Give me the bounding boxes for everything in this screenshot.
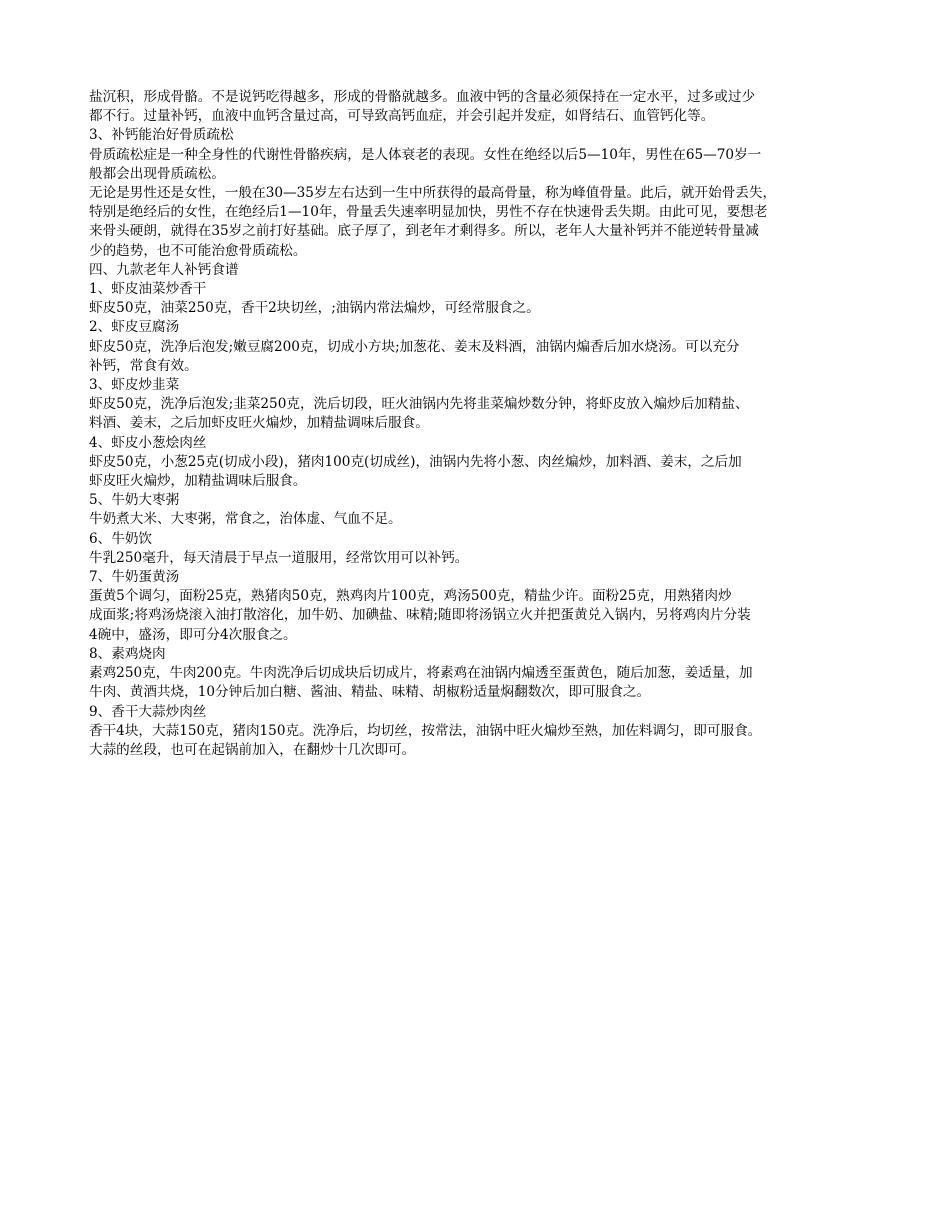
text-line: 成面浆;将鸡汤烧滚入油打散溶化，加牛奶、加碘盐、味精;随即将汤锅立火并把蛋黄兑入锅内，另将鸡肉片分装 — [89, 607, 751, 624]
paragraph — [89, 299, 867, 318]
paragraph — [89, 491, 867, 510]
paragraph — [89, 338, 867, 376]
text-line: 少的趋势，也不可能治愈骨质疏松。 — [89, 242, 307, 259]
text-line: 蛋黄5个调匀，面粉25克，熟猪肉50克，熟鸡肉片100克，鸡汤500克，精盐少许。面粉25克，用熟猪肉炒 — [89, 588, 732, 605]
text-line: 般都会出现骨质疏松。 — [89, 165, 225, 182]
paragraph — [89, 318, 867, 337]
text-line: 都不行。过量补钙，血液中血钙含量过高，可导致高钙血症，并会引起并发症，如肾结石、血管钙化等。 — [89, 108, 715, 125]
paragraph — [89, 703, 867, 722]
paragraph — [89, 453, 867, 491]
text-line: 香干4块，大蒜150克，猪肉150克。洗净后，均切丝，按常法，油锅中旺火煸炒至熟，加佐料调匀，即可服食。 — [89, 722, 762, 739]
paragraph — [89, 146, 867, 184]
paragraph — [89, 587, 867, 645]
text-line: 4碗中，盛汤，即可分4次服食之。 — [89, 626, 297, 643]
paragraph — [89, 376, 867, 395]
text-line: 大蒜的丝段，也可在起锅前加入，在翻炒十几次即可。 — [89, 741, 416, 758]
text-line: 来骨头硬朗，就得在35岁之前打好基础。底子厚了，到老年才剩得多。所以，老年人大量补钙并不能逆转骨量减 — [89, 223, 759, 240]
text-line: 2、虾皮豆腐汤 — [89, 319, 180, 336]
paragraph — [89, 510, 867, 529]
text-line: 补钙，常食有效。 — [89, 357, 198, 374]
text-line: 素鸡250克，牛肉200克。牛肉洗净后切成块后切成片，将素鸡在油锅内煸透至蛋黄色，随后加葱，姜适量，加 — [89, 665, 753, 682]
document-body — [89, 88, 867, 760]
paragraph — [89, 645, 867, 664]
paragraph — [89, 549, 867, 568]
paragraph — [89, 184, 867, 261]
text-line: 6、牛奶饮 — [89, 530, 153, 547]
text-line: 1、虾皮油菜炒香干 — [89, 281, 207, 298]
paragraph — [89, 126, 867, 145]
paragraph — [89, 395, 867, 433]
text-line: 虾皮50克，洗净后泡发;嫩豆腐200克，切成小方块;加葱花、姜末及料酒，油锅内煸香后加水烧汤。可以充分 — [89, 338, 740, 355]
text-line: 8、素鸡烧肉 — [89, 645, 166, 662]
text-line: 3、虾皮炒韭菜 — [89, 377, 180, 394]
text-line: 4、虾皮小葱烩肉丝 — [89, 434, 207, 451]
paragraph — [89, 568, 867, 587]
paragraph — [89, 88, 867, 126]
text-line: 料酒、姜末，之后加虾皮旺火煸炒，加精盐调味后服食。 — [89, 415, 429, 432]
text-line: 9、香干大蒜炒肉丝 — [89, 703, 207, 720]
paragraph — [89, 280, 867, 299]
text-line: 盐沉积，形成骨骼。不是说钙吃得越多，形成的骨骼就越多。血液中钙的含量必须保持在一定水平，过多或过少 — [89, 89, 756, 105]
text-line: 虾皮50克，油菜250克，香干2块切丝，;油锅内常法煸炒，可经常服食之。 — [89, 300, 540, 317]
text-line: 牛奶煮大米、大枣粥，常食之，治体虚、气血不足。 — [89, 511, 402, 528]
paragraph — [89, 434, 867, 453]
text-line: 虾皮50克，洗净后泡发;韭菜250克，洗后切段，旺火油锅内先将韭菜煸炒数分钟，将虾皮放入煸炒后加精盐、 — [89, 396, 749, 413]
text-line: 5、牛奶大枣粥 — [89, 492, 180, 509]
text-line: 虾皮50克，小葱25克(切成小段)，猪肉100克(切成丝)，油锅内先将小葱、肉丝煸炒，加料酒、姜末，之后加 — [89, 453, 742, 470]
text-line: 骨质疏松症是一种全身性的代谢性骨骼疾病，是人体衰老的表现。女性在绝经以后5—10年，男性在65—70岁一 — [89, 146, 762, 163]
text-line: 3、补钙能治好骨质疏松 — [89, 127, 234, 144]
text-line: 特别是绝经后的女性，在绝经后1—10年，骨量丢失速率明显加快，男性不存在快速骨丢失期。由此可见，要想老 — [89, 204, 768, 221]
text-line: 牛肉、黄酒共烧，10分钟后加白糖、酱油、精盐、味精、胡椒粉适量焖翻数次，即可服食之。 — [89, 684, 651, 701]
paragraph — [89, 530, 867, 549]
text-line: 无论是男性还是女性，一般在30—35岁左右达到一生中所获得的最高骨量，称为峰值骨量。此后，就开始骨丢失， — [89, 185, 777, 202]
text-line: 牛乳250毫升，每天清晨于早点一道服用，经常饮用可以补钙。 — [89, 549, 469, 566]
text-line: 7、牛奶蛋黄汤 — [89, 569, 180, 586]
paragraph — [89, 261, 867, 280]
text-line: 虾皮旺火煸炒，加精盐调味后服食。 — [89, 473, 307, 490]
text-line: 四、九款老年人补钙食谱 — [89, 261, 239, 278]
paragraph — [89, 722, 867, 760]
paragraph — [89, 664, 867, 702]
